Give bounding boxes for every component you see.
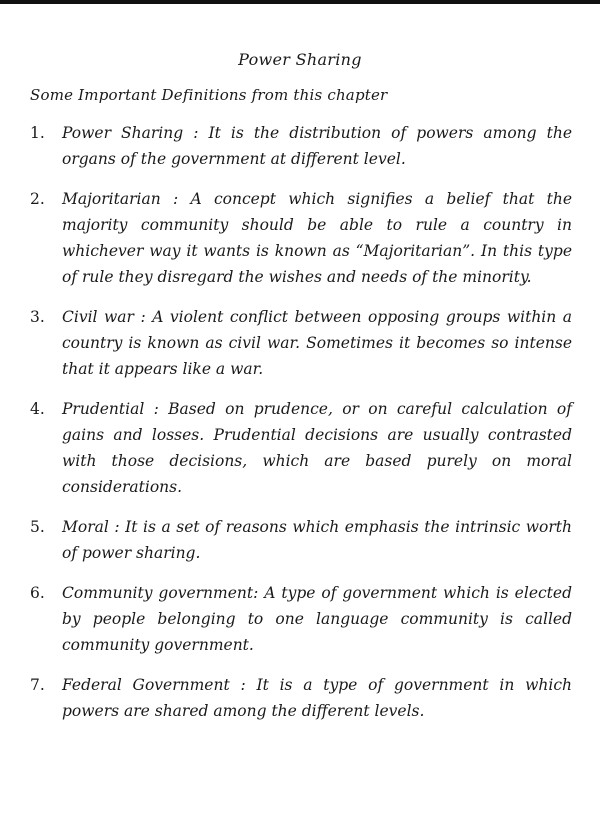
definition-text: Moral : It is a set of reasons which emphasis the intrinsic worth of power sharing. [62,518,572,562]
definition-number: 4. [30,400,45,418]
definition-item [0,120,600,172]
definition-item [0,304,600,382]
definition-number: 6. [30,584,45,602]
definition-text: Majoritarian : A concept which signifies a belief that the majority community should be able to rule a country in whichever way it wants is known as “Majoritarian”. In this type of rule they disregard the wishes and needs of the minority. [62,190,572,286]
definition-item [0,672,600,724]
definition-item [0,514,600,566]
definition-text: Prudential : Based on prudence, or on careful calculation of gains and losses. Prudential decisions are usually contrasted with those decisions, which are based purely on moral considerations. [62,400,572,496]
page-subtitle: Some Important Definitions from this chapter [30,86,388,104]
definition-number: 7. [30,676,45,694]
definition-number: 2. [30,190,45,208]
definition-item [0,396,600,500]
definition-item [0,580,600,658]
definition-item [0,186,600,290]
definition-text: Power Sharing : It is the distribution of powers among the organs of the government at different level. [62,124,572,168]
definition-text: Community government: A type of government which is elected by people belonging to one language community is called community government. [62,584,572,654]
definition-text: Federal Government : It is a type of government in which powers are shared among the different levels. [62,676,572,720]
definition-text: Civil war : A violent conflict between opposing groups within a country is known as civil war. Sometimes it becomes so intense that it appears like a war. [62,308,572,378]
definition-number: 3. [30,308,45,326]
definitions-list [0,120,600,738]
page-title: Power Sharing [238,50,362,69]
definition-number: 1. [30,124,45,142]
definition-number: 5. [30,518,45,536]
